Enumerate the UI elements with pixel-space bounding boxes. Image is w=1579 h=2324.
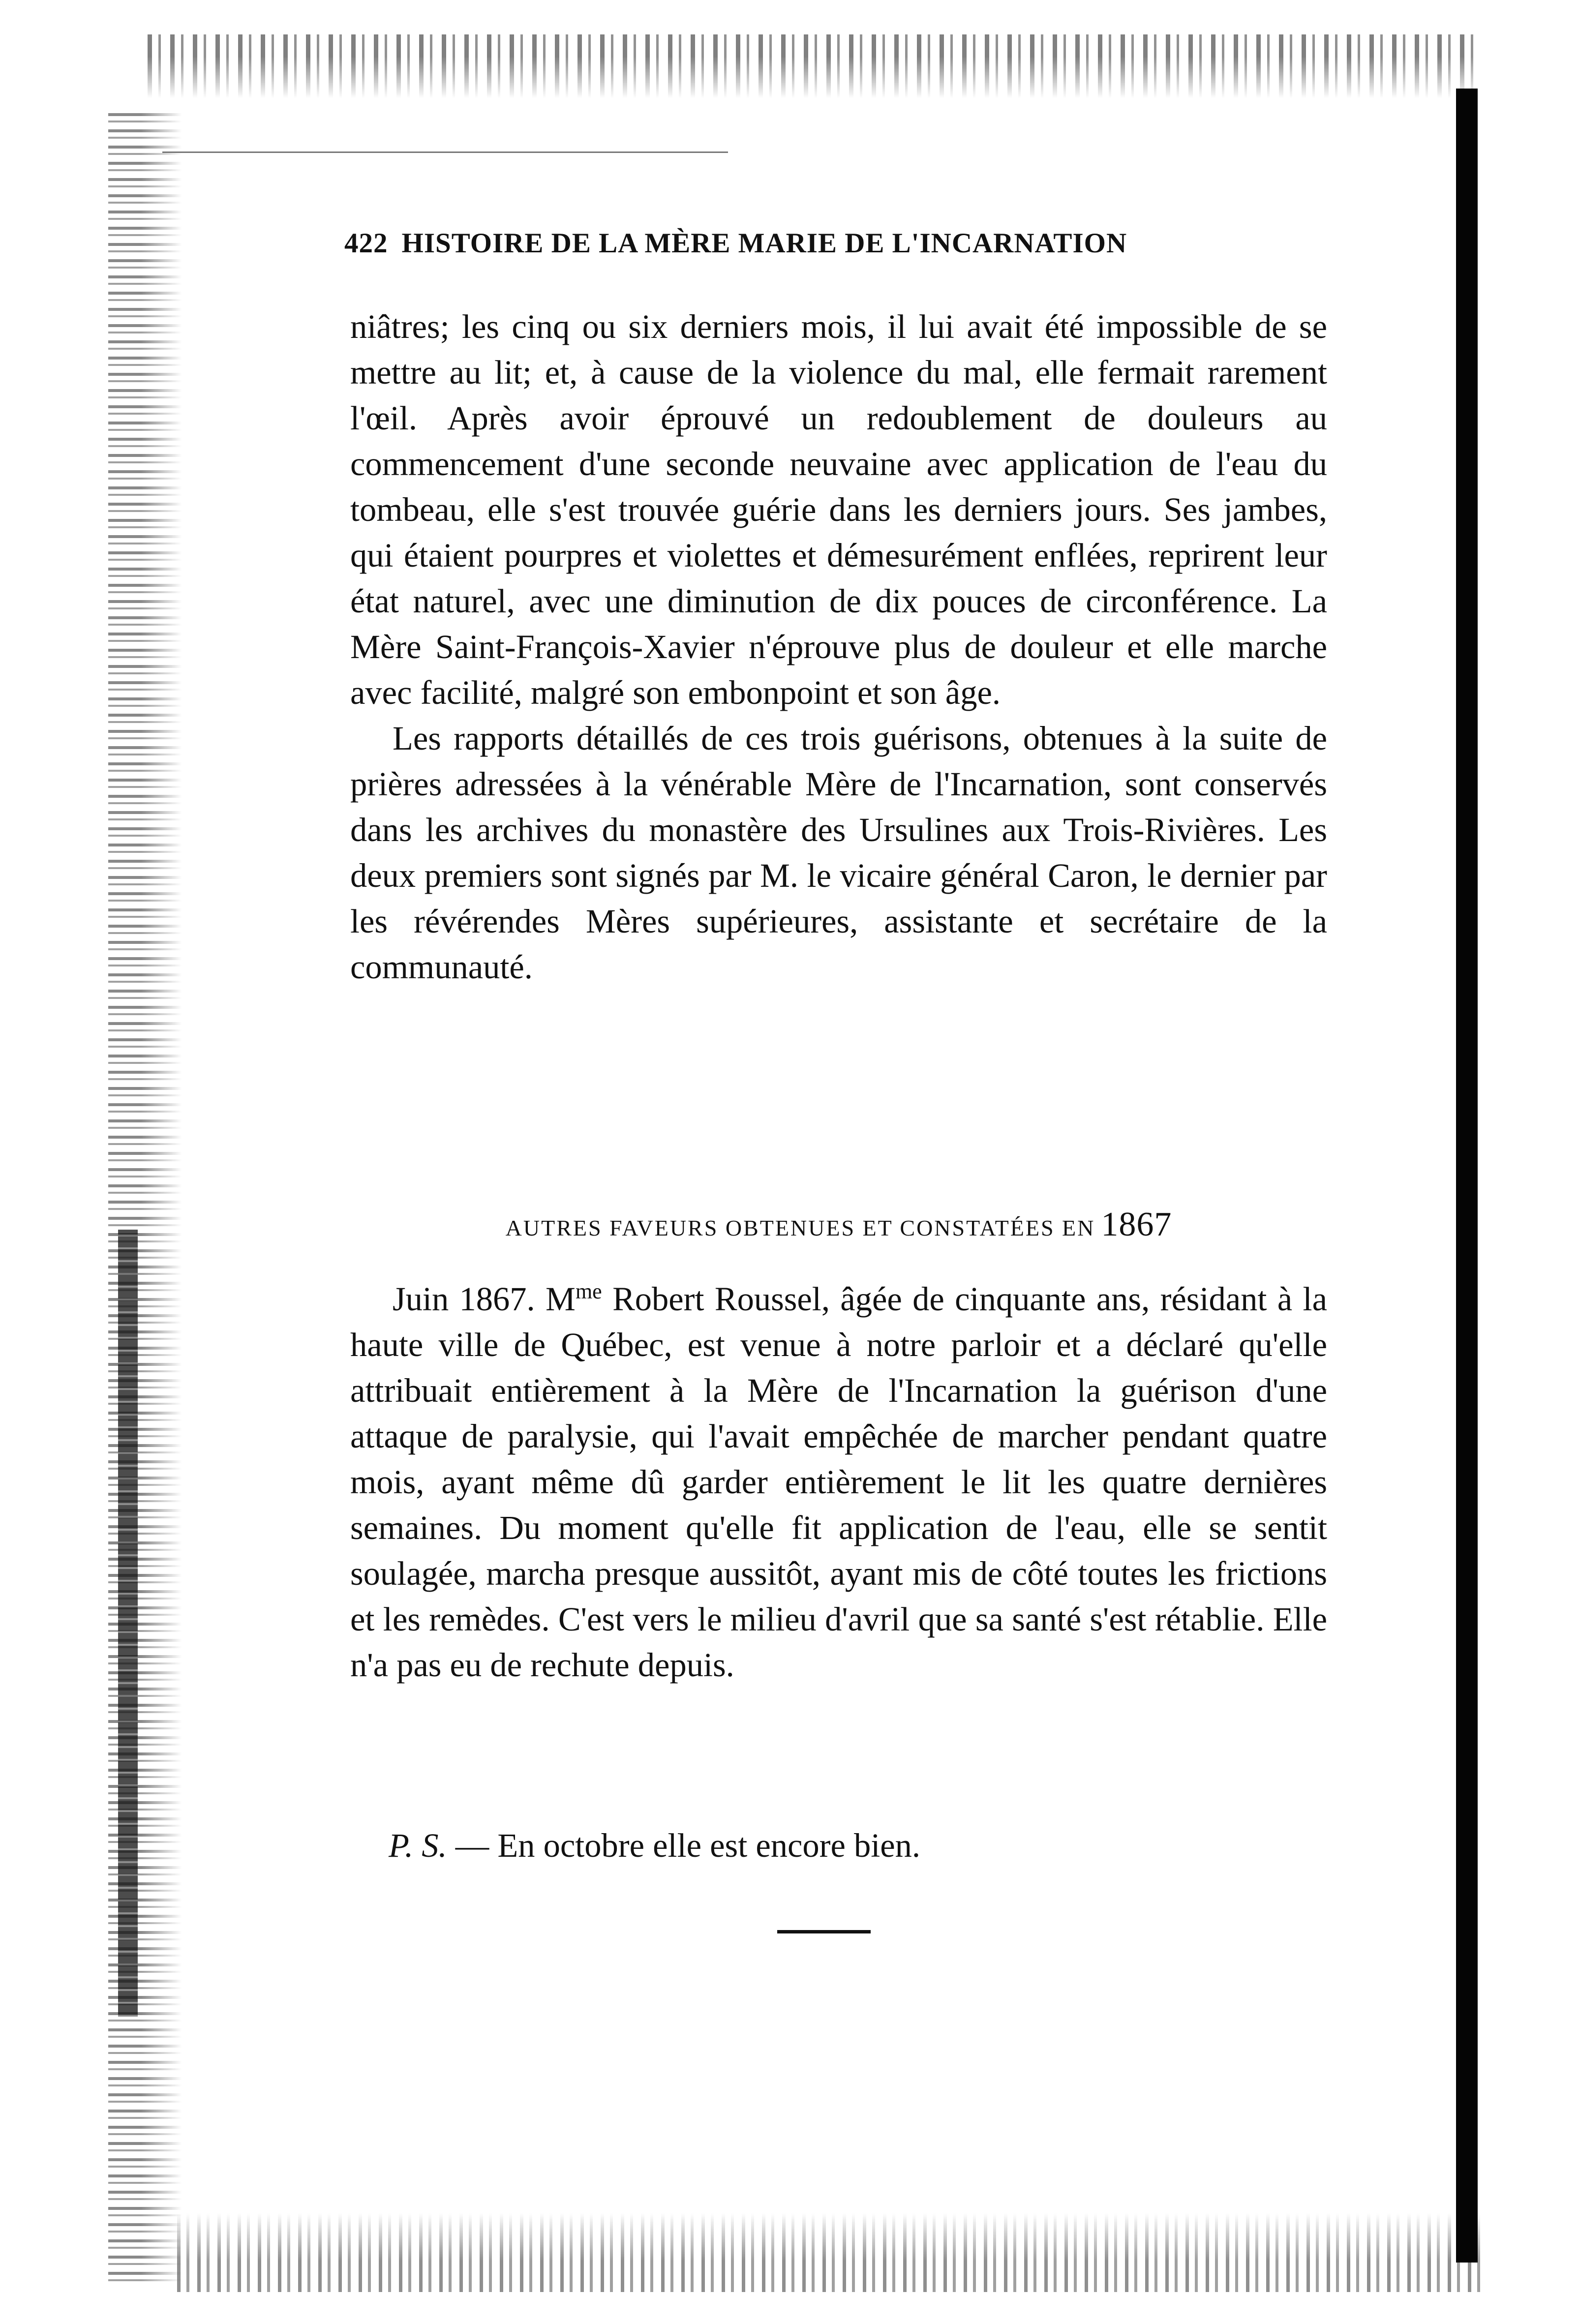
postscript-label: P. S. <box>389 1827 447 1864</box>
running-title: HISTOIRE DE LA MÈRE MARIE DE L'INCARNATION <box>401 228 1127 259</box>
scan-noise-bottom <box>177 2213 1481 2292</box>
postscript-text: En octobre elle est encore bien. <box>497 1827 921 1864</box>
section-heading <box>350 1205 1327 1244</box>
paragraph-continuation: niâtres; les cinq ou six derniers mois, il lui avait été impossible de se mettre au lit; et, à cause de la violence du mal, elle fermait rarement l'œil. Après avoir éprouvé un redoublement de douleurs au commencement d'une seconde neuvaine avec application de l'eau du tombeau, elle s'est trouvée guérie dans les derniers jours. Ses jambes, qui étaient pourpres et violettes et démesurément enflées, reprirent leur état naturel, avec une diminution de dix pouces de circonférence. La Mère Saint-François-Xavier n'éprouve plus de douleur et elle marche avec facilité, malgré son embonpoint et son âge. <box>350 308 1327 711</box>
section-heading-year: 1867 <box>1101 1206 1172 1243</box>
scan-binding-shadow <box>118 1230 138 2017</box>
section-heading-text: AUTRES FAVEURS OBTENUES ET CONSTATÉES EN <box>505 1215 1095 1240</box>
paragraph-lead: Juin 1867. M <box>393 1280 576 1318</box>
scan-right-edge-bar <box>1456 89 1478 2263</box>
running-head <box>344 227 1308 259</box>
postscript-dash: — <box>447 1827 498 1864</box>
scan-top-rule <box>162 151 728 153</box>
paragraph-body: Robert Roussel, âgée de cinquante ans, résidant à la haute ville de Québec, est venue à notre parloir et a déclaré qu'elle attribuait entièrement à la Mère de l'Incarnation la guérison d'une attaque de paralysie, qui l'avait empêchée de marcher pendant quatre mois, ayant même dû garder entièrement le lit les quatre dernières semaines. Du moment qu'elle fit application de l'eau, elle se sentit soulagée, marcha presque aussitôt, ayant mis de côté toutes les frictions et les remèdes. C'est vers le milieu d'avril que sa santé s'est rétablie. Elle n'a pas eu de rechute depuis. <box>350 1280 1327 1684</box>
scan-noise-top <box>148 34 1476 98</box>
end-rule <box>777 1930 871 1933</box>
paragraph-roussel <box>350 1276 1327 1688</box>
body-text-bottom <box>350 1276 1327 1688</box>
body-text-top <box>350 304 1327 990</box>
postscript <box>389 1823 920 1869</box>
paragraph-reports: Les rapports détaillés de ces trois guérisons, obtenues à la suite de prières adressées à la vénérable Mère de l'Incarnation, sont conservés dans les archives du monastère des Ursulines aux Trois-Rivières. Les deux premiers sont signés par M. le vicaire général Caron, le dernier par les révérendes Mères supérieures, assistante et secrétaire de la communauté. <box>350 720 1327 986</box>
page-number: 422 <box>344 228 388 259</box>
title-superscript: me <box>575 1279 602 1304</box>
